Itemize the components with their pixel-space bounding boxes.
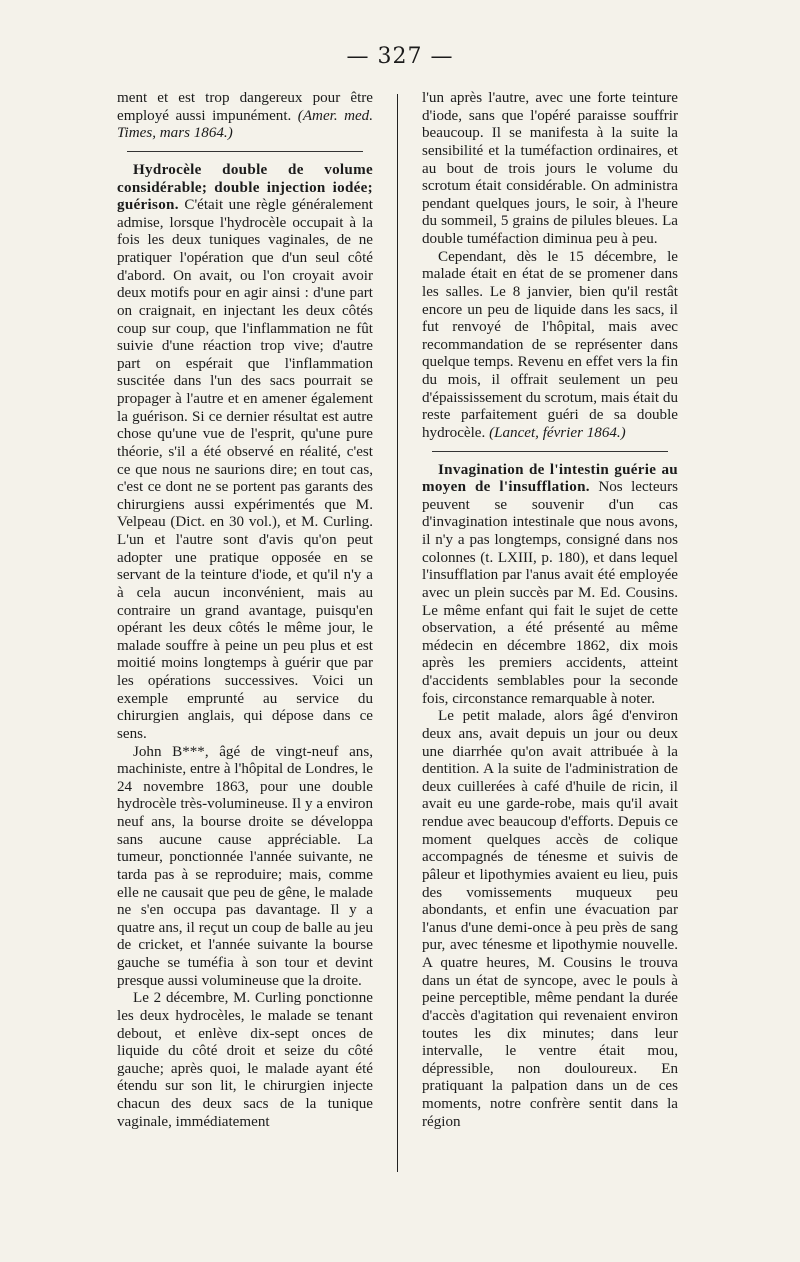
article-body-invagination-2: Le petit malade, alors âgé d'environ deux ans, avait depuis un jour ou deux une diarrhée qu'on avait attribuée à la dentition. A la suite de l'administration de deux cuillerées à café d'huile de ricin, il avait eu une garde-robe, mais qu'il avait rendue avec beaucoup d'efforts. Depuis ce moment quelques accès de colique accompagnés de ténesme et suivis de pâleur et lipothymies avaient eu lieu, puis des vomissements muqueux peu abondants, et enfin une évacuation par l'anus d'une demi-once à peu près de sang pur, avec ténesme et lipothymie nouvelle. A quatre heures, M. Cousins le trouva dans un état de syncope, avec le pouls à peine perceptible, même pendant la durée d'accès d'agitation qui revenaient environ toutes les dix minutes; dans leur intervalle, le ventre était mou, dépressible, non douloureux. En pratiquant la palpation dans un de ces moments, notre confrère sentit dans la région <box>422 708 678 1130</box>
article-hydrocele <box>117 162 373 744</box>
article-body-hydrocele-2: John B***, âgé de vingt-neuf ans, machiniste, entre à l'hôpital de Londres, le 24 novembre 1863, pour une double hydrocèle très-volumineuse. Il y a environ neuf ans, la bourse droite se développa sans aucune cause appréciable. La tumeur, ponctionnée l'année suivante, ne tarda pas à se reproduire; mais, comme elle ne causait que peu de gêne, le malade ne s'en occupa pas davantage. Il y a quatre ans, il reçut un coup de balle au jeu de cricket, et l'année suivante la bourse gauche se tuméfia à son tour et devint presque aussi volumineuse que la droite. <box>117 743 373 989</box>
right-outcome-paragraph <box>422 249 678 443</box>
page-number: — 327 — <box>346 44 454 69</box>
right-column <box>422 90 678 1131</box>
section-rule <box>127 151 363 152</box>
right-continued-paragraph: l'un après l'autre, avec une forte teinture d'iode, sans que l'opéré paraisse souffrir beaucoup. Il se manifesta à la suite la sensibilité et la tuméfaction ordinaires, et au bout de trois jours le volume du scrotum était considérable. On administra pendant quelques jours, le soir, à l'heure du sommeil, 5 grains de pilules bleues. La double tuméfaction diminua peu à peu. <box>422 90 678 247</box>
article-title-invagination: Invagination de l'intestin guérie au moyen de l'insufflation. <box>422 461 678 496</box>
left-intro-source: (Amer. med. Times, mars 1864.) <box>117 107 374 142</box>
article-body-hydrocele-3: Le 2 décembre, M. Curling ponctionne les deux hydrocèles, le malade se tenant debout, et enlève dix-sept onces de liquide du côté droit et seize du côté gauche; après quoi, le malade ayant été étendu sur son lit, le chirurgien injecte chacun des deux sacs de la tunique vaginale, immédiatement <box>117 990 373 1130</box>
left-intro-text: ment et est trop dangereux pour être employé aussi impunément. <box>117 90 373 124</box>
article-body-hydrocele-1: C'était une règle généralement admise, lorsque l'hydrocèle occupait à la fois les deux tuniques vaginales, de ne pratiquer l'opération que d'un seul côté d'abord. On avait, ou l'on croyait avoir deux motifs pour en agir ainsi : d'une part on craignait, en injectant les deux côtés coup sur coup, que l'inflammation ne fût suivie d'une réaction trop vive; d'autre part on espérait que l'inflammation suscitée dans l'un des sacs pourrait se propager à l'autre et en amener également la guérison. Si ce dernier résultat est autre chose qu'une vue de l'esprit, qu'une pure théorie, s'il a été observé en réalité, c'est ce que nous ne saurions dire; en tout cas, c'est ce dont ne se portent pas garants des chirurgiens aussi expérimentés que M. Velpeau (Dict. en 30 vol.), et M. Curling. L'un et l'autre sont d'avis qu'on peut adopter une pratique opposée en se servant de la teinture d'iode, et qu'il n'y a à cela aucun inconvénient, mais au contraire un grand avantage, puisqu'en opérant les deux côtés le même jour, le malade souffre à peine un peu plus et est moitié moins longtemps à guérir que par les opérations successives. Voici un exemple emprunté au service du chirurgien anglais, qui dépose dans ce sens. <box>117 197 373 742</box>
right-outcome-text: Cependant, dès le 15 décembre, le malade était en état de se promener dans les salles. Le 8 janvier, bien qu'il restât encore un peu de liquide dans les sacs, il fut renvoyé de l'hôpital, mais avec recommandation de se représenter dans quelque temps. Revenu en effet vers la fin du mois, il offrait seulement un peu d'épaississement du scrotum, mais était du reste parfaitement guéri de sa double hydrocèle. <box>422 248 678 441</box>
article-invagination <box>422 462 678 709</box>
article-body-invagination-1: Nos lecteurs peuvent se souvenir d'un cas d'invagination intestinale que nous avons, il n'y a pas longtemps, consigné dans nos colonnes (t. LXIII, p. 180), et dans lequel l'insufflation par l'anus avait été employée avec un plein succès par M. Ed. Cousins. Le même enfant qui fait le sujet de cette observation, a été présenté au même médecin en décembre 1862, dix mois après les premiers accidents, atteint d'accidents semblables pour la seconde fois, circonstance remarquable à noter. <box>422 479 679 707</box>
right-outcome-source: (Lancet, février 1864.) <box>489 424 626 441</box>
left-intro-paragraph <box>117 90 373 143</box>
article-title-hydrocele: Hydrocèle double de volume considérable; double injection iodée; guérison. <box>117 161 373 214</box>
section-rule-right <box>432 451 668 452</box>
left-column <box>117 90 373 1131</box>
column-divider <box>397 94 398 1172</box>
